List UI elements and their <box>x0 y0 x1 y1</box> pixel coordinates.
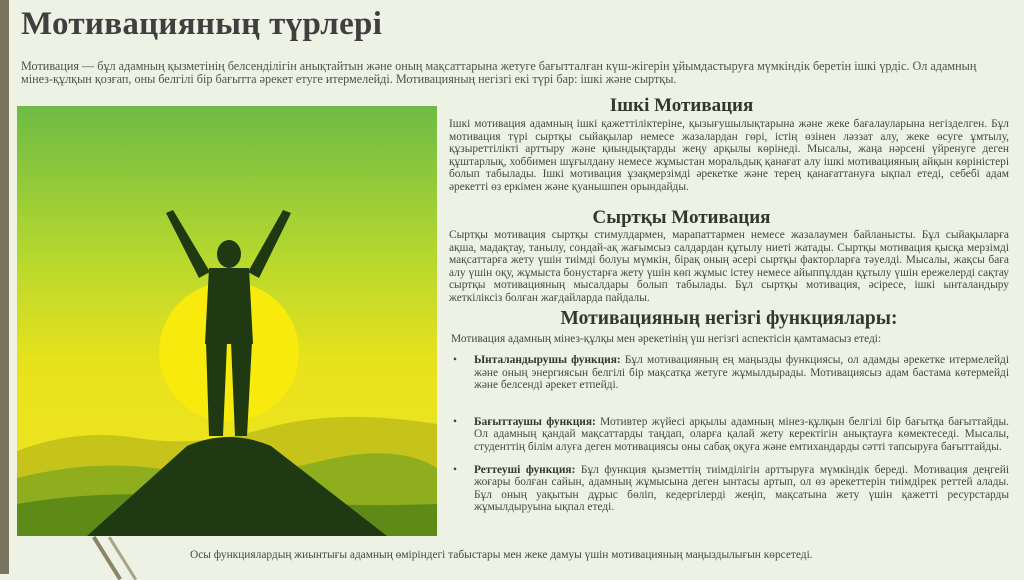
bullet-dot: • <box>453 354 457 366</box>
external-motivation-text: Сыртқы мотивация сыртқы стимулдармен, марапаттармен немесе жазалаумен байланысты. Бұл сыйақыларға ақша, мадақтау, танылу, сондай-ақ жағымсыз салдардан құтылу ниеті жатады. Сыртқы мотивация қысқа мерзімді мақсаттарға жету үшін тиімді болуы мүмкін, бірақ оның әсері сыртқы факторларға тәуелді. Мысалы, жақсы баға алу үшін оқу, жұмыста бонустарға жету үшін көп жұмыс істеу немесе айыппұлдан құтылу үшін ережелерді сақтау сыртқы мотивацияның мысалдары болып табылады. Бұл сыртқы мотивация, әсіресе, ішкі ынталандыру жеткіліксіз болған жағдайларда пайдалы. <box>449 229 1009 304</box>
function-term: Бағыттаушы функция: <box>474 415 596 428</box>
decorative-stripe <box>92 536 122 580</box>
internal-motivation-text: Ішкі мотивация адамның ішкі қажеттіліктеріне, қызығушылықтарына және жеке бағалауларына негізделген. Бұл мотивация түрі сыртқы сыйақылар немесе жазалардан гөрі, істің өзінен ләззат алу, жеке өсуге ұмтылу, құзыреттілікті арттыру және қиындықтарды жеңу арқылы көрінеді. Мысалы, жаңа нәрсені үйренуге деген құштарлық, хоббимен шұғылдану немесе жұмыстан моральдық қанағат алу ішкі мотивацияның айқын көріністері болып табылады. Ішкі мотивация ұзақмерзімді әрекетке және терең қанағаттануға ықпал етеді, себебі адам әрекетті өз еркімен және қуанышпен орындайды. <box>449 118 1009 193</box>
function-item-stimulating <box>449 354 1009 392</box>
left-accent-bar <box>0 0 9 574</box>
intro-paragraph: Мотивация — бұл адамның қызметінің белсенділігін анықтайтын және оның мақсаттарына жетуге бағытталған күш-жігерін ұйымдастыруға мүмкіндік беретін ішкі үрдіс. Ол адамның мінез-құлқын қозғап, оны белгілі бір бағытта әрекет етуге итермелейді. Мотивацияның негізгі екі түрі бар: ішкі және сыртқы. <box>21 59 977 86</box>
function-term: Реттеуші функция: <box>474 463 576 476</box>
functions-list <box>449 354 1009 514</box>
bullet-dot: • <box>453 463 457 476</box>
bullet-dot: • <box>453 415 457 428</box>
page-title: Мотивацияның түрлері <box>21 6 383 42</box>
function-item-directing <box>449 416 1009 454</box>
motivation-illustration <box>17 106 437 536</box>
function-description: Бұл функция қызметтің тиімділігін арттыруға мүмкіндік береді. Мотивация деңгейі жоғары болған сайын, адамның жұмысына деген ынтасы артып, ол өз әрекеттерін тиімдірек реттей алады. Бұл оның уақытын дұрыс бөліп, кедергілерді жеңіп, мақсатына жету үшін қажетті ресурстарды жұмылдыруына ықпал етеді. <box>474 463 1009 514</box>
functions-heading: Мотивацияның негізгі функциялары: <box>560 308 898 329</box>
external-motivation-heading: Сыртқы Мотивация <box>592 207 771 228</box>
function-term: Ынталандырушы функция: <box>474 354 621 366</box>
internal-motivation-heading: Ішкі Мотивация <box>609 95 754 116</box>
decorative-stripe <box>108 536 137 580</box>
function-description: Бұл мотивацияның ең маңызды функциясы, ол адамды әрекетке итермелейді және оның энергиясын белгілі бір мақсатқа жетуге жұмылдырады. Мотивациясыз адам бастама көтермейді және белсенді әрекет етпейді. <box>474 354 1009 392</box>
function-item-regulating <box>449 464 1009 514</box>
function-description: Мотивтер жүйесі арқылы адамның мінез-құлқын белгілі бір бағытқа бағыттайды. Ол адамның қандай мақсаттарды таңдап, оларға қалай жету керектігін анықтауға көмектеседі. Мысалы, студенттің білім алуға деген мотивациясы оны сабақ оқуға және емтихандарды сәтті тапсыруға бағыттайды. <box>474 415 1009 453</box>
functions-intro: Мотивация адамның мінез-құлқы мен әрекетінің үш негізгі аспектісін қамтамасыз етеді: <box>451 333 882 345</box>
footer-summary: Осы функциялардың жиынтығы адамның өміріндегі табыстары мен жеке дамуы үшін мотивацияның маңыздылығын көрсетеді. <box>190 549 813 561</box>
